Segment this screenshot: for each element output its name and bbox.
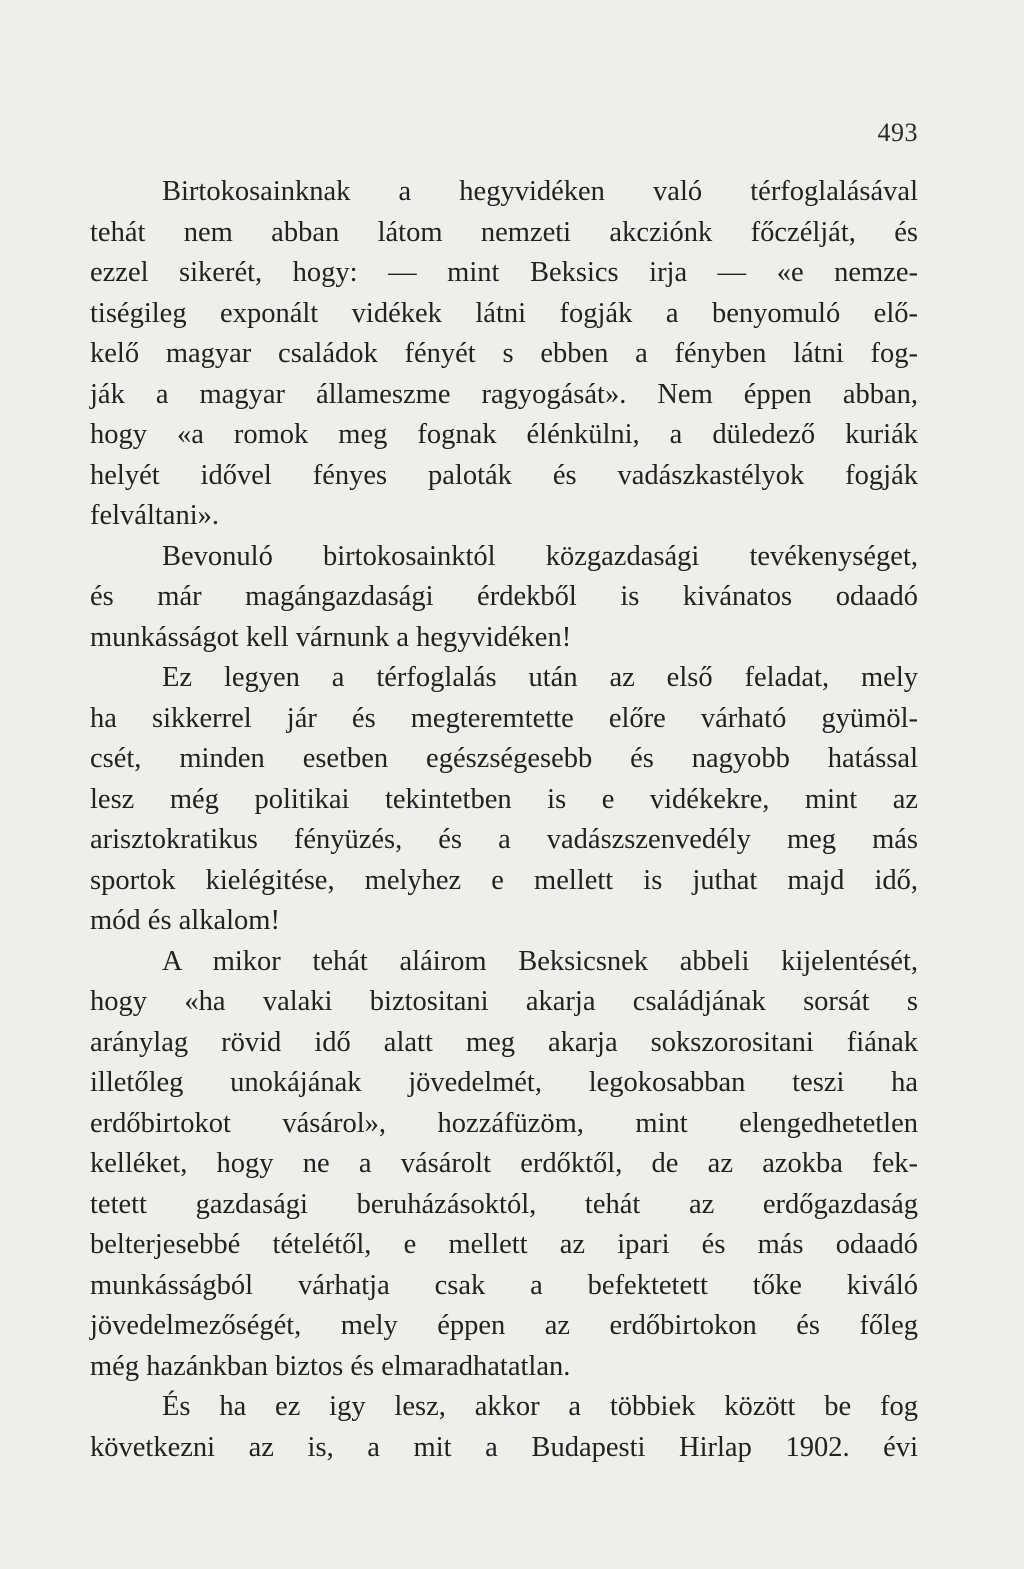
text-line: belterjesebbé tételétől, e mellett az ipari és más odaadó: [90, 1229, 918, 1260]
text-line: sportok kielégitése, melyhez e mellett is juthat majd idő,: [90, 864, 918, 896]
text-line: hogy «a romok meg fognak élénkülni, a düledező kuriák: [90, 419, 918, 450]
text-line: Birtokosainknak a hegyvidéken való térfoglalásával: [162, 176, 918, 207]
text-line: munkásságot kell várnunk a hegyvidéken!: [90, 621, 572, 653]
text-line: még hazánkban biztos és elmaradhatatlan.: [90, 1350, 571, 1382]
text-line: kelő magyar családok fényét s ebben a fényben látni fog-: [90, 338, 918, 369]
text-line: Bevonuló birtokosainktól közgazdasági tevékenységet,: [162, 540, 918, 572]
text-line: És ha ez igy lesz, akkor a többiek között be fog: [162, 1391, 918, 1422]
text-line: Ez legyen a térfoglalás után az első feladat, mely: [162, 662, 918, 693]
text-line: következni az is, a mit a Budapesti Hirlap 1902. évi: [90, 1431, 918, 1463]
text-line: csét, minden esetben egészségesebb és nagyobb hatással: [90, 743, 918, 774]
text-line: tetett gazdasági beruházásoktól, tehát az erdőgazdaság: [90, 1188, 918, 1220]
text-line: ha sikkerrel jár és megteremtette előre várható gyümöl-: [90, 702, 918, 734]
text-line: A mikor tehát aláirom Beksicsnek abbeli kijelentését,: [162, 945, 918, 977]
text-line: jövedelmezőségét, mely éppen az erdőbirtokon és főleg: [90, 1310, 918, 1341]
text-line: felváltani».: [90, 500, 219, 531]
text-line: aránylag rövid idő alatt meg akarja sokszorositani fiának: [90, 1026, 918, 1058]
body-text: [90, 172, 918, 1468]
text-line: helyét idővel fényes paloták és vadászkastélyok fogják: [90, 459, 918, 491]
text-line: kelléket, hogy ne a vásárolt erdőktől, de az azokba fek-: [90, 1148, 918, 1179]
text-line: munkásságból várhatja csak a befektetett tőke kiváló: [90, 1269, 918, 1301]
text-line: ezzel sikerét, hogy: — mint Beksics irja — «e nemze-: [90, 257, 918, 288]
text-line: hogy «ha valaki biztositani akarja családjának sorsát s: [90, 986, 918, 1017]
text-line: arisztokratikus fényüzés, és a vadászszenvedély meg más: [90, 824, 918, 855]
text-line: illetőleg unokájának jövedelmét, legokosabban teszi ha: [90, 1067, 918, 1098]
text-line: ják a magyar állameszme ragyogását». Nem éppen abban,: [90, 378, 918, 410]
text-line: tiségileg exponált vidékek látni fogják a benyomuló elő-: [90, 297, 918, 329]
text-line: és már magángazdasági érdekből is kivánatos odaadó: [90, 581, 918, 612]
page-number: 493: [877, 118, 918, 147]
text-line: erdőbirtokot vásárol», hozzáfüzöm, mint elengedhetetlen: [90, 1107, 918, 1139]
text-line: lesz még politikai tekintetben is e vidékekre, mint az: [90, 783, 918, 815]
text-line: tehát nem abban látom nemzeti akcziónk főczélját, és: [90, 216, 918, 248]
text-line: mód és alkalom!: [90, 905, 280, 936]
